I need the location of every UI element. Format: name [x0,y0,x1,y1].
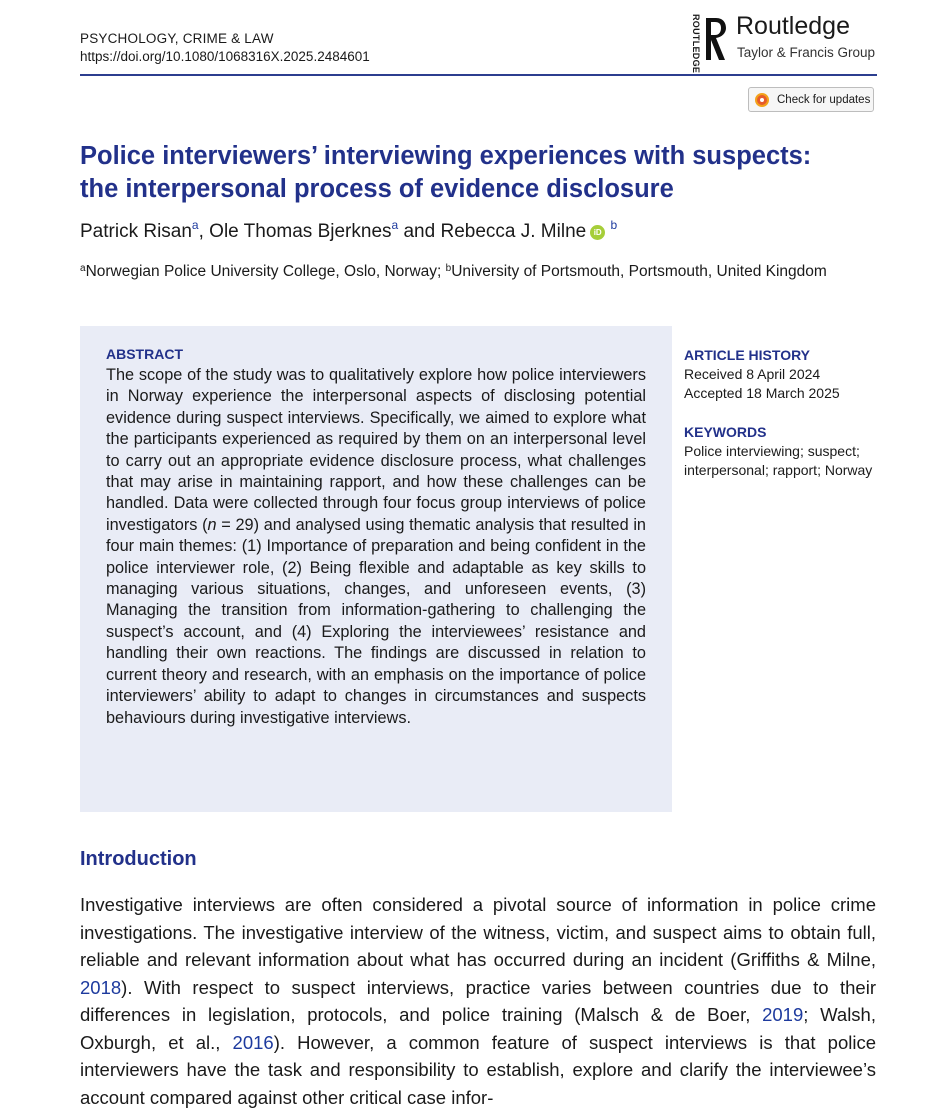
affiliation-marker: b [445,263,452,274]
author-name[interactable]: Ole Thomas Bjerknes [209,221,392,242]
article-title [80,140,900,206]
article-history-heading: ARTICLE HISTORY [684,347,811,363]
keywords [684,423,894,480]
affiliation-text: University of Portsmouth, Portsmouth, United Kingdom [451,263,827,280]
affiliation-marker[interactable]: a [391,218,399,232]
check-for-updates-button[interactable] [748,87,874,112]
citation-link[interactable]: 2016 [232,1031,274,1053]
author-separator: , [198,221,210,242]
affiliation-marker[interactable]: b [610,218,618,232]
author-separator: and [398,221,441,242]
journal-name: PSYCHOLOGY, CRIME & LAW [80,31,274,46]
author-name[interactable]: Patrick Risan [80,221,192,242]
introduction-paragraph: Investigative interviews are often considered a pivotal source of information in police crime investigations. The investigative interview of the witness, victim, and suspect aims to obtain full, reliable and relevant information about what has occurred during an incident (Griffiths & Milne, 2018). With respect to suspect interviews, practice varies between countries due to their differences in legislation, protocols, and police training (Malsch & de Boer, 2019; Walsh, Oxburgh, et al., 2016). However, a common feature of suspect interviews is that police interviewers have the task and responsibility to establish, explore and clarify the interviewee’s account compared against other critical case infor- [80,894,876,1108]
routledge-r-icon [702,14,728,64]
logo-vertical-text: ROUTLEDGE [691,14,701,74]
affiliation-text: Norwegian Police University College, Oslo, Norway; [85,263,446,280]
crossmark-icon [755,93,769,107]
publisher-logo[interactable] [690,12,880,74]
doi-link[interactable]: https://doi.org/10.1080/1068316X.2025.2484601 [80,49,370,64]
title-line-1: Police interviewers’ interviewing experiences with suspects: [80,142,812,170]
check-for-updates-label: Check for updates [777,93,871,106]
author-name[interactable]: Rebecca J. Milne [440,221,587,242]
received-date: Received 8 April 2024 [684,366,821,382]
title-line-2: the interpersonal process of evidence disclosure [80,175,674,203]
header-rule [80,74,877,76]
keywords-text: Police interviewing; suspect; interpersonal; rapport; Norway [684,443,873,478]
logo-name: Routledge [736,12,850,40]
section-heading: Introduction [80,848,197,870]
orcid-icon[interactable]: iD [590,225,605,240]
accepted-date: Accepted 18 March 2025 [684,385,840,401]
keywords-heading: KEYWORDS [684,424,767,440]
abstract-text: The scope of the study was to qualitatively explore how police interviewers in Norway experience the interpersonal aspects of disclosing potential evidence during suspect interviews. Specifically, we aimed to explore what the participants experienced as required by them on an interpersonal level to carry out an appropriate evidence disclosure process, what challenges that may arise in maintaining rapport, and how these challenges can be handled. Data were collected through four focus group interviews of police investigators (n = 29) and analysed using thematic analysis that resulted in four main themes: (1) Importance of preparation and being confident in the police interviewer role, (2) Being flexible and adaptable as key skills to managing various situations, changes, and unforeseen events, (3) Managing the transition from information-gathering to challenging the suspect’s account, and (4) Exploring the interviewees’ resistance and handling their own reactions. The findings are discussed in relation to current theory and research, with an emphasis on the importance of police interviewers’ ability to adapt to changes in circumstances and suspects behaviours during investigative interviews. [106,366,646,727]
citation-link[interactable]: 2018 [80,976,122,998]
author-list [80,219,617,245]
affiliations [80,261,860,283]
citation-link[interactable]: 2019 [762,1004,804,1025]
article-history [684,346,894,403]
affiliation-marker: a [80,263,86,274]
logo-subtitle: Taylor & Francis Group [737,45,876,60]
affiliation-marker[interactable]: a [191,218,199,232]
abstract-heading: ABSTRACT [106,346,183,362]
